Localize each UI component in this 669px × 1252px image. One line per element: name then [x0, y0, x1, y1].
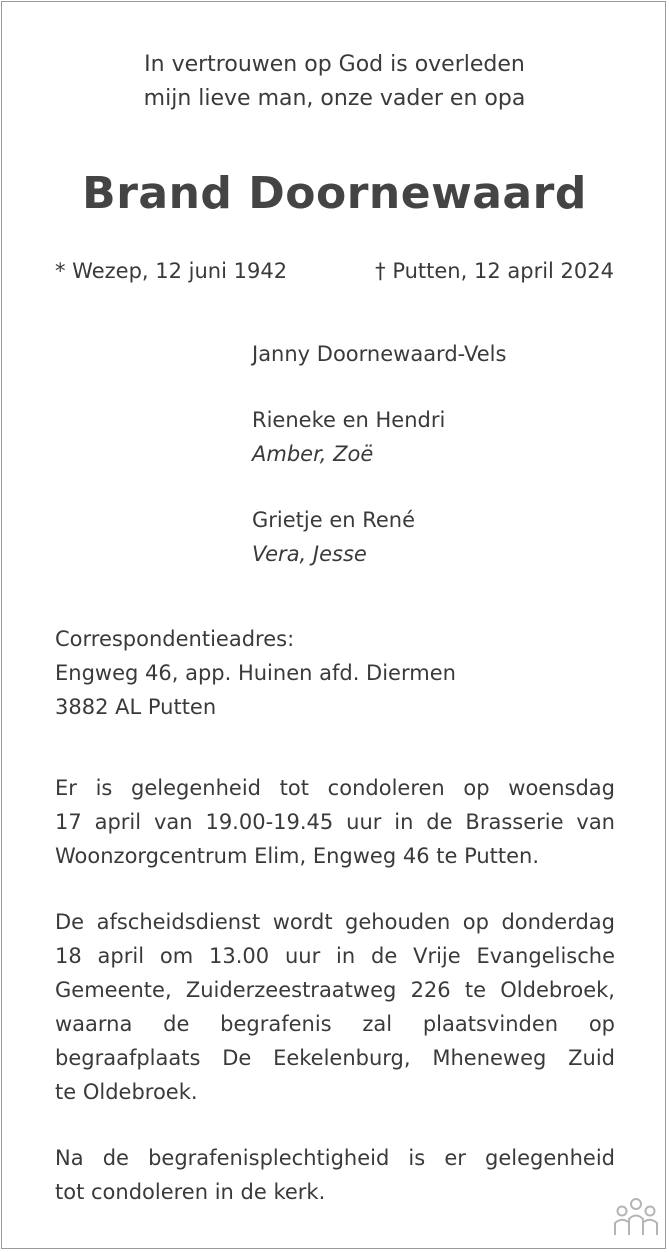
- condolence-paragraph: [55, 771, 615, 873]
- after-line: Na de begrafenisplechtigheid is er gelegenheid: [55, 1146, 615, 1170]
- child-1: Rieneke en Hendri: [252, 408, 446, 432]
- condolence-line: Woonzorgcentrum Elim, Engweg 46 te Putten.: [55, 844, 540, 868]
- after-line: tot condoleren in de kerk.: [55, 1180, 326, 1204]
- death-info: † Putten, 12 april 2024: [375, 259, 614, 283]
- service-line: waarna de begrafenis zal plaatsvinden op: [55, 1012, 615, 1036]
- birth-info: * Wezep, 12 juni 1942: [55, 259, 288, 283]
- deceased-name: Brand Doornewaard: [82, 168, 587, 219]
- child-2: Grietje en René: [252, 508, 416, 532]
- service-line: De afscheidsdienst wordt gehouden op donderdag: [55, 910, 615, 934]
- service-line: te Oldebroek.: [55, 1080, 198, 1104]
- address-label: Correspondentieadres:: [55, 627, 295, 651]
- service-line: begraafplaats De Eekelenburg, Mheneweg Zuid: [55, 1046, 615, 1070]
- service-line: 18 april om 13.00 uur in de Vrije Evangelische: [55, 944, 615, 968]
- spouse-name: Janny Doornewaard-Vels: [252, 342, 507, 366]
- service-paragraph: [55, 905, 615, 1109]
- people-group-icon: [612, 1197, 660, 1237]
- condolence-line: Er is gelegenheid tot condoleren op woensdag: [55, 776, 615, 800]
- address-street: Engweg 46, app. Huinen afd. Diermen: [55, 661, 456, 685]
- intro-line-2: mijn lieve man, onze vader en opa: [143, 86, 526, 111]
- service-line: Gemeente, Zuiderzeestraatweg 226 te Oldebroek,: [55, 978, 615, 1002]
- intro-line-1: In vertrouwen op God is overleden: [144, 52, 525, 77]
- condolence-line: 17 april van 19.00-19.45 uur in de Brasserie van: [55, 810, 615, 834]
- after-paragraph: [55, 1141, 615, 1209]
- grandchildren-1: Amber, Zoë: [252, 442, 374, 466]
- grandchildren-2: Vera, Jesse: [252, 542, 367, 566]
- address-postal: 3882 AL Putten: [55, 695, 217, 719]
